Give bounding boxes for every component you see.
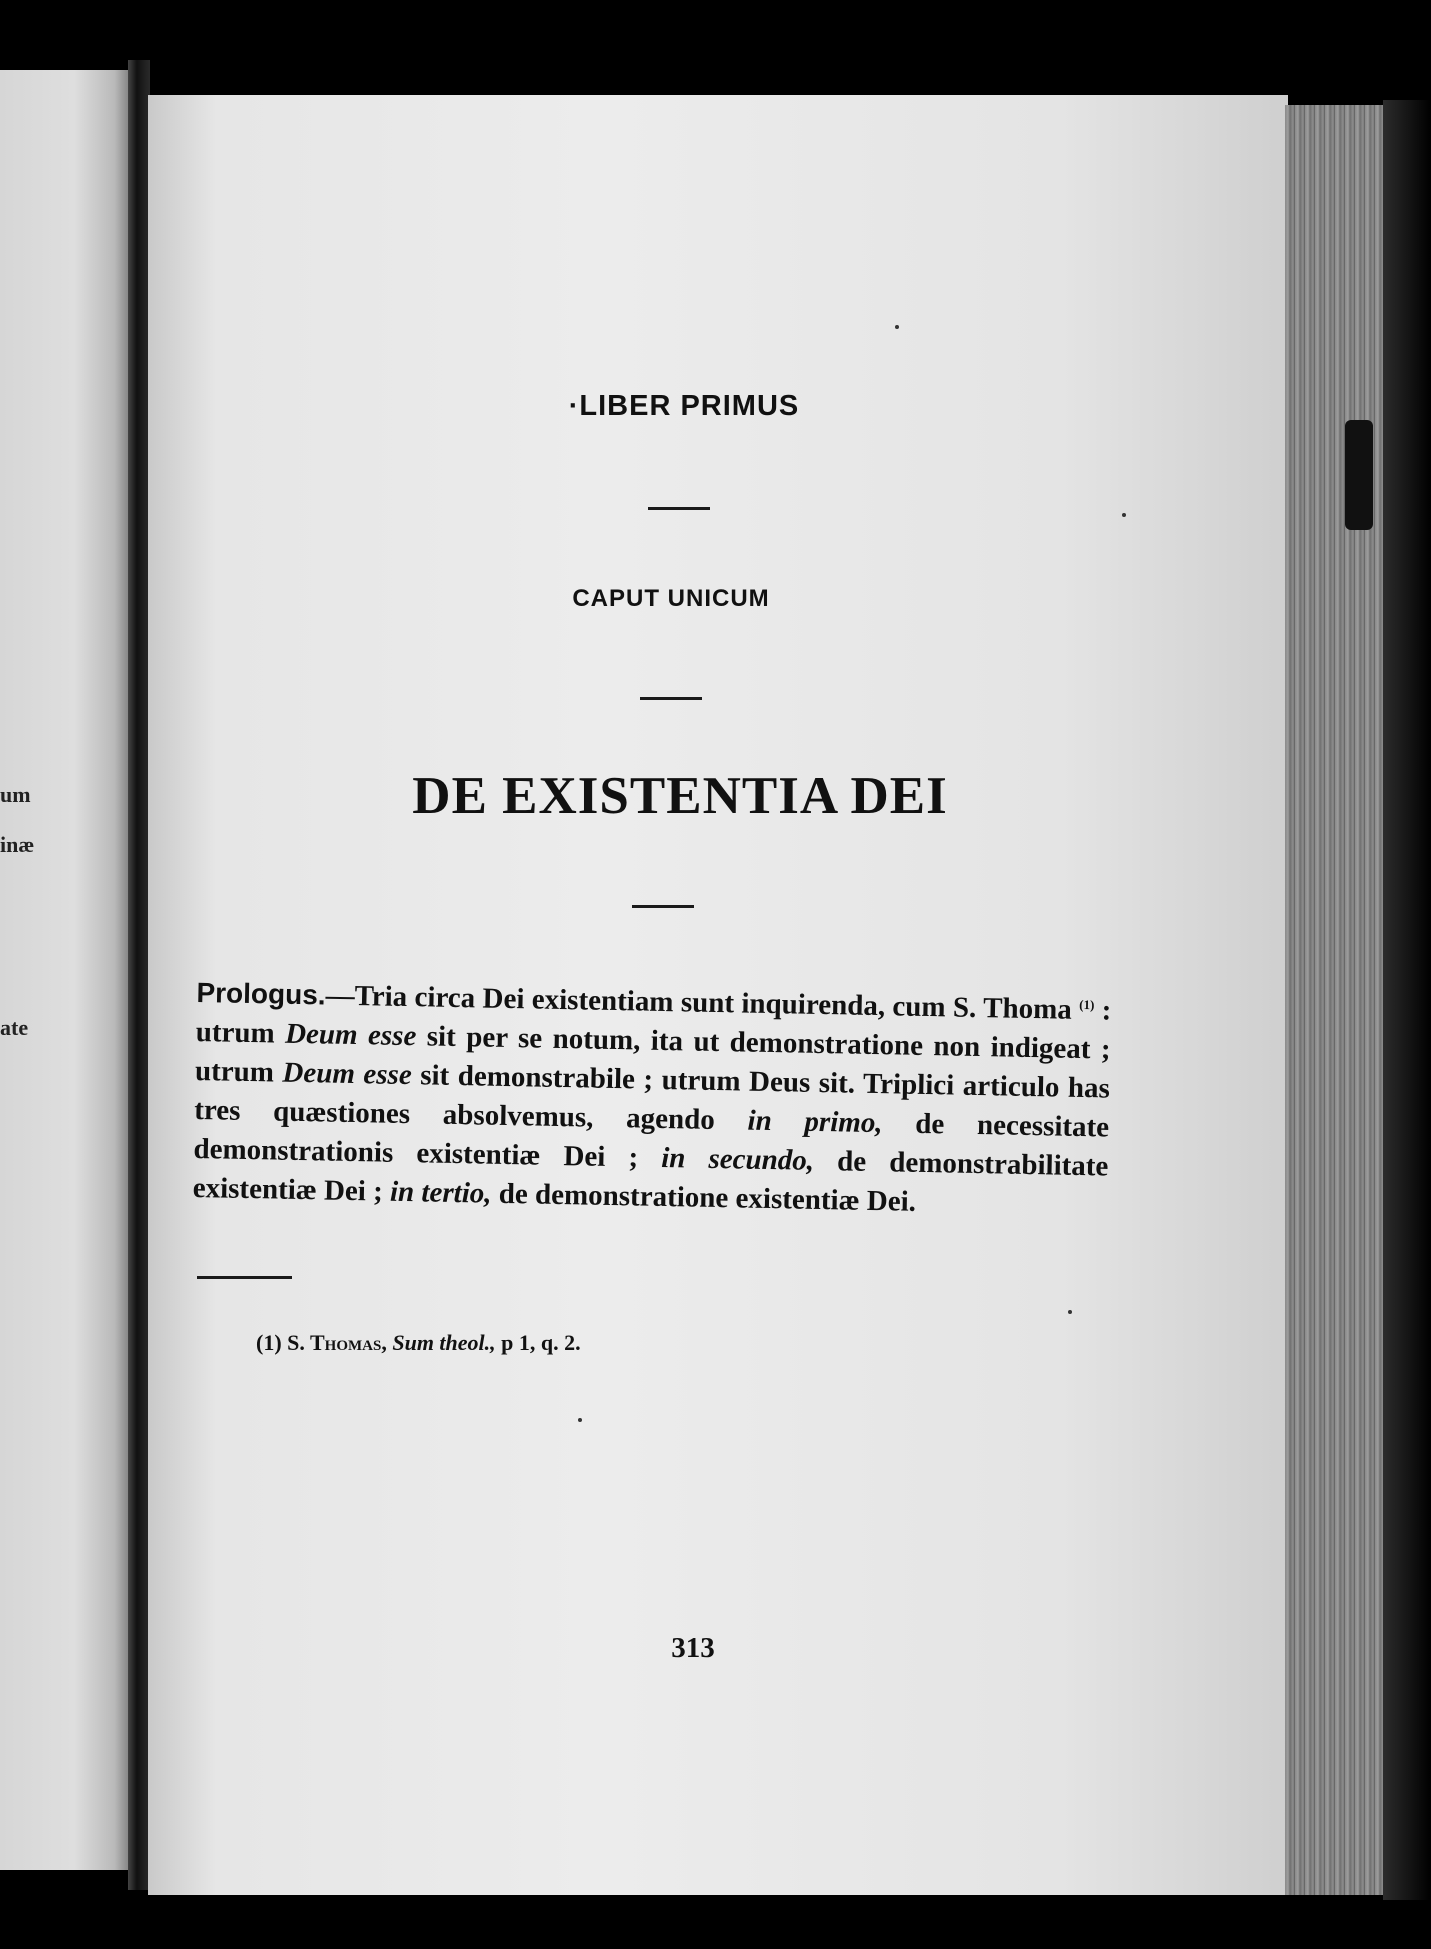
chapter-subhead: CAPUT UNICUM — [572, 585, 770, 612]
left-page-fragment: um — [0, 782, 31, 807]
prologue-text: de necessitate demonstrationis existentiæ Dei ; — [193, 1107, 1110, 1174]
prologue-paragraph — [192, 968, 1111, 1226]
prologue-text: de demonstratione existentiæ Dei. — [491, 1177, 917, 1218]
footnote-author: S. Thomas, — [287, 1330, 387, 1355]
prologue-italic: Deum esse — [282, 1056, 413, 1092]
page-number: 313 — [671, 1632, 715, 1664]
left-page-fragment: inæ — [0, 832, 35, 857]
divider-rule — [648, 507, 710, 510]
footnote — [256, 1330, 581, 1356]
footnote-reference: (1) — [1079, 996, 1095, 1013]
footnote-reference-text: p 1, q. 2. — [501, 1330, 581, 1355]
speck — [1122, 513, 1126, 517]
prologue-lead: Prologus. — [196, 976, 326, 1011]
page-edges — [1285, 105, 1390, 1895]
footnote-work: Sum theol., — [392, 1330, 496, 1355]
divider-rule — [632, 905, 694, 908]
footnote-rule — [197, 1276, 292, 1279]
prologue-italic: in secundo, — [660, 1141, 815, 1177]
speck — [1068, 1310, 1072, 1314]
prologue-italic: in tertio, — [389, 1175, 492, 1210]
footnote-number: (1) — [256, 1330, 282, 1355]
prologue-text: —Tria circa Dei existentiam sunt inquirenda, cum S. Thoma — [325, 979, 1080, 1026]
speck — [895, 325, 899, 329]
page-edge-mark — [1345, 420, 1373, 530]
prologue-text: sit demonstrabile ; utrum Deus sit. Triplici articulo has tres quæstiones absolvemus, agendo — [193, 1059, 1111, 1137]
prologue-text: : utrum — [195, 994, 1112, 1050]
chapter-title: DE EXISTENTIA DEI — [412, 767, 948, 825]
left-page — [0, 70, 135, 1870]
prologue-text: sit per se notum, ita ut demonstratione non indigeat ; utrum — [194, 1020, 1111, 1089]
left-page-fragment: ate — [0, 1015, 29, 1040]
speck — [578, 1418, 582, 1422]
prologue-italic: Deum esse — [284, 1017, 417, 1053]
divider-rule — [640, 697, 702, 700]
prologue-italic: in primo, — [747, 1104, 883, 1140]
running-head: ·LIBER PRIMUS — [568, 390, 800, 422]
prologue-text: de demonstrabilitate existentiæ Dei ; — [192, 1144, 1109, 1208]
scan-shadow — [1383, 100, 1431, 1900]
book-gutter — [128, 60, 150, 1890]
